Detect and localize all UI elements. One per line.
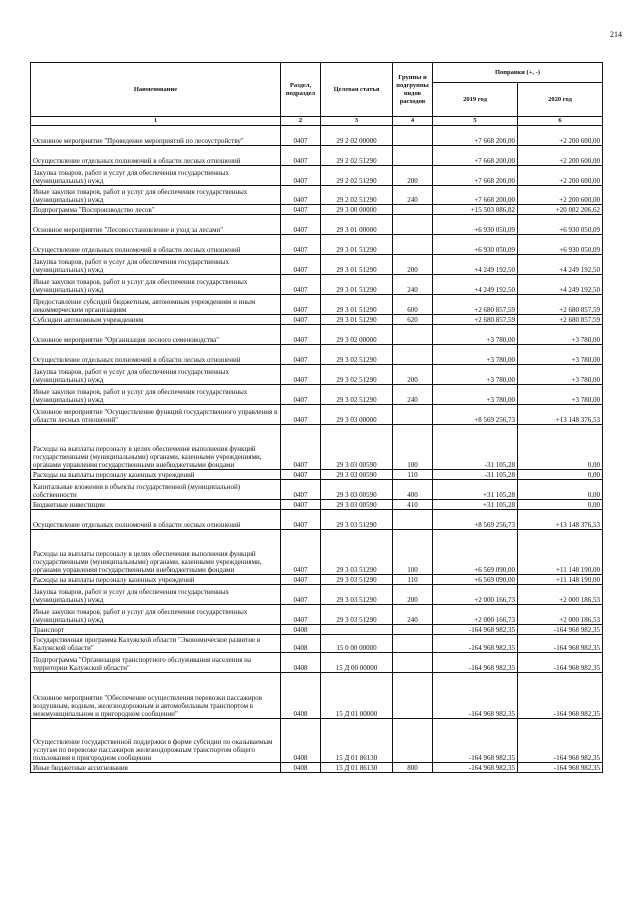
row-razdel-cell: 0407	[281, 425, 321, 470]
row-expense-group-cell: 100	[393, 425, 433, 470]
row-razdel-cell: 0408	[281, 719, 321, 763]
row-amendment-2019-cell: +3 780,00	[433, 345, 518, 365]
table-row	[31, 385, 603, 405]
table-row	[31, 673, 603, 719]
row-amendment-2019-cell: +7 668 200,00	[433, 126, 518, 146]
row-expense-group-cell	[393, 126, 433, 146]
table-row	[31, 405, 603, 425]
row-amendment-2020-cell: +6 930 050,09	[518, 215, 603, 235]
column-number: 5	[433, 117, 518, 126]
table-row	[31, 635, 603, 653]
row-name-cell: Подпрограмма "Воспроизводство лесов"	[31, 205, 281, 215]
row-expense-group-cell	[393, 325, 433, 345]
row-target-article-cell: 29 3 03 00000	[321, 405, 393, 425]
row-name-cell: Иные бюджетные ассигнования	[31, 763, 281, 773]
row-razdel-cell: 0407	[281, 575, 321, 585]
row-expense-group-cell: 110	[393, 470, 433, 480]
column-number: 6	[518, 117, 603, 126]
row-razdel-cell: 0407	[281, 605, 321, 625]
row-amendment-2019-cell: -31 105,28	[433, 425, 518, 470]
table-row	[31, 719, 603, 763]
row-amendment-2019-cell: +3 780,00	[433, 365, 518, 385]
row-name-cell: Расходы на выплаты персоналу в целях обеспечения выполнения функций государственными (муниципальными) органами, казенными учреждениями, органами управления государственными внебюджетными фондами	[31, 425, 281, 470]
row-expense-group-cell: 620	[393, 315, 433, 325]
row-expense-group-cell	[393, 235, 433, 255]
row-amendment-2020-cell: +6 930 050,09	[518, 235, 603, 255]
row-target-article-cell: 29 3 02 00000	[321, 325, 393, 345]
row-name-cell: Транспорт	[31, 625, 281, 635]
row-amendment-2020-cell: +20 082 206,62	[518, 205, 603, 215]
row-name-cell: Закупка товаров, работ и услуг для обеспечения государственных (муниципальных) нужд	[31, 365, 281, 385]
row-amendment-2020-cell: +3 780,00	[518, 325, 603, 345]
row-razdel-cell: 0408	[281, 763, 321, 773]
row-name-cell: Расходы на выплаты персоналу казенных учреждений	[31, 470, 281, 480]
column-number: 1	[31, 117, 281, 126]
table-row	[31, 325, 603, 345]
row-amendment-2019-cell: +2 000 166,73	[433, 585, 518, 605]
table-row	[31, 186, 603, 205]
row-name-cell: Капитальные вложения в объекты государственной (муниципальной) собственности	[31, 480, 281, 500]
row-amendment-2019-cell: -164 968 982,35	[433, 653, 518, 673]
column-number: 2	[281, 117, 321, 126]
row-razdel-cell: 0407	[281, 295, 321, 315]
row-target-article-cell: 29 3 01 00000	[321, 215, 393, 235]
row-expense-group-cell: 600	[393, 295, 433, 315]
table-row	[31, 275, 603, 295]
row-razdel-cell: 0408	[281, 625, 321, 635]
row-razdel-cell: 0407	[281, 275, 321, 295]
table-row	[31, 625, 603, 635]
row-amendment-2020-cell: -164 968 982,35	[518, 763, 603, 773]
row-razdel-cell: 0407	[281, 385, 321, 405]
row-amendment-2020-cell: +3 780,00	[518, 365, 603, 385]
table-row	[31, 295, 603, 315]
row-target-article-cell: 29 3 02 51290	[321, 345, 393, 365]
table-row	[31, 126, 603, 146]
row-razdel-cell: 0407	[281, 345, 321, 365]
row-expense-group-cell	[393, 146, 433, 166]
row-razdel-cell: 0407	[281, 365, 321, 385]
row-name-cell: Иные закупки товаров, работ и услуг для обеспечения государственных (муниципальных) нужд	[31, 605, 281, 625]
row-target-article-cell: 29 3 02 51290	[321, 385, 393, 405]
row-amendment-2020-cell: +2 000 186,53	[518, 585, 603, 605]
row-expense-group-cell	[393, 405, 433, 425]
header-name: Наименование	[31, 63, 281, 117]
row-amendment-2020-cell: +3 780,00	[518, 385, 603, 405]
row-target-article-cell	[321, 625, 393, 635]
row-razdel-cell: 0407	[281, 325, 321, 345]
row-razdel-cell: 0407	[281, 126, 321, 146]
row-amendment-2020-cell: 0,00	[518, 470, 603, 480]
row-name-cell: Осуществление отдельных полномочий в области лесных отношений	[31, 235, 281, 255]
row-target-article-cell: 15 Д 01 00000	[321, 673, 393, 719]
row-expense-group-cell	[393, 719, 433, 763]
row-target-article-cell: 29 2 02 00000	[321, 126, 393, 146]
table-row	[31, 205, 603, 215]
row-target-article-cell: 29 3 03 51290	[321, 605, 393, 625]
row-name-cell: Осуществление государственной поддержки в форме субсидии по оказываемым услугам по перевозке пассажиров железнодорожным транспортом общего пользования в пригородном сообщении	[31, 719, 281, 763]
row-expense-group-cell	[393, 345, 433, 365]
row-name-cell: Иные закупки товаров, работ и услуг для обеспечения государственных (муниципальных) нужд	[31, 275, 281, 295]
row-razdel-cell: 0407	[281, 166, 321, 186]
row-amendment-2019-cell: +8 569 256,73	[433, 405, 518, 425]
row-target-article-cell: 29 3 01 51290	[321, 295, 393, 315]
row-amendment-2020-cell: 0,00	[518, 480, 603, 500]
row-name-cell: Основное мероприятие "Организация лесного семеноводства"	[31, 325, 281, 345]
row-name-cell: Расходы на выплаты персоналу казенных учреждений	[31, 575, 281, 585]
row-name-cell: Бюджетные инвестиции	[31, 500, 281, 510]
row-amendment-2019-cell: +7 668 200,00	[433, 146, 518, 166]
row-expense-group-cell: 100	[393, 530, 433, 575]
row-expense-group-cell	[393, 205, 433, 215]
row-amendment-2020-cell: +3 780,00	[518, 345, 603, 365]
row-amendment-2019-cell: +7 668 200,00	[433, 166, 518, 186]
row-amendment-2019-cell: +3 780,00	[433, 385, 518, 405]
table-row	[31, 166, 603, 186]
row-razdel-cell: 0407	[281, 215, 321, 235]
row-target-article-cell: 29 3 01 51290	[321, 315, 393, 325]
row-amendment-2019-cell: +6 930 050,09	[433, 235, 518, 255]
row-name-cell: Основное мероприятие "Обеспечение осуществления перевозки пассажиров воздушным, водным, железнодорожным и автомобильным транспортом в межмуниципальном и пригородном сообщении"	[31, 673, 281, 719]
row-amendment-2019-cell: -31 105,28	[433, 470, 518, 480]
row-name-cell: Осуществление отдельных полномочий в области лесных отношений	[31, 345, 281, 365]
row-amendment-2020-cell: +4 249 192,50	[518, 255, 603, 275]
row-amendment-2019-cell: -164 968 982,35	[433, 673, 518, 719]
row-amendment-2020-cell: +2 680 857,59	[518, 315, 603, 325]
row-expense-group-cell: 240	[393, 605, 433, 625]
row-target-article-cell: 15 Д 01 86130	[321, 763, 393, 773]
row-amendment-2020-cell: +11 148 190,00	[518, 530, 603, 575]
budget-amendments-table	[30, 62, 603, 773]
row-expense-group-cell	[393, 653, 433, 673]
row-amendment-2019-cell: +15 503 086,82	[433, 205, 518, 215]
row-name-cell: Закупка товаров, работ и услуг для обеспечения государственных (муниципальных) нужд	[31, 166, 281, 186]
row-name-cell: Иные закупки товаров, работ и услуг для обеспечения государственных (муниципальных) нужд	[31, 385, 281, 405]
row-target-article-cell: 29 3 03 51290	[321, 530, 393, 575]
row-expense-group-cell: 200	[393, 585, 433, 605]
row-target-article-cell: 15 Д 01 86130	[321, 719, 393, 763]
row-amendment-2019-cell: +6 569 090,00	[433, 575, 518, 585]
row-target-article-cell: 29 3 03 00590	[321, 480, 393, 500]
row-name-cell: Осуществление отдельных полномочий в области лесных отношений	[31, 146, 281, 166]
row-amendment-2019-cell: +3 780,00	[433, 325, 518, 345]
row-amendment-2019-cell: -164 968 982,35	[433, 719, 518, 763]
row-name-cell: Подпрограмма "Организация транспортного обслуживания населения на территории Калужской области"	[31, 653, 281, 673]
table-row	[31, 605, 603, 625]
row-amendment-2020-cell: +11 148 190,00	[518, 575, 603, 585]
table-row	[31, 653, 603, 673]
row-razdel-cell: 0407	[281, 255, 321, 275]
row-target-article-cell: 29 2 02 51290	[321, 186, 393, 205]
row-razdel-cell: 0407	[281, 500, 321, 510]
row-target-article-cell: 29 3 03 00590	[321, 500, 393, 510]
row-amendment-2019-cell: +2 000 166,73	[433, 605, 518, 625]
row-razdel-cell: 0407	[281, 530, 321, 575]
row-expense-group-cell: 200	[393, 166, 433, 186]
table-row	[31, 510, 603, 530]
row-name-cell: Предоставление субсидий бюджетным, автономным учреждениям и иным некоммерческим организациям	[31, 295, 281, 315]
row-razdel-cell: 0407	[281, 315, 321, 325]
table-row	[31, 255, 603, 275]
row-amendment-2020-cell: -164 968 982,35	[518, 653, 603, 673]
table-row	[31, 365, 603, 385]
row-amendment-2020-cell: +2 200 600,00	[518, 186, 603, 205]
row-name-cell: Основное мероприятие "Проведение мероприятий по лесоустройству"	[31, 126, 281, 146]
row-razdel-cell: 0407	[281, 235, 321, 255]
table-row	[31, 480, 603, 500]
row-expense-group-cell	[393, 625, 433, 635]
row-razdel-cell: 0407	[281, 480, 321, 500]
table-row	[31, 215, 603, 235]
row-expense-group-cell: 240	[393, 385, 433, 405]
table-row	[31, 585, 603, 605]
row-razdel-cell: 0408	[281, 673, 321, 719]
row-expense-group-cell: 240	[393, 186, 433, 205]
table-row	[31, 146, 603, 166]
row-razdel-cell: 0407	[281, 146, 321, 166]
table-row	[31, 345, 603, 365]
row-amendment-2019-cell: +31 105,28	[433, 500, 518, 510]
row-amendment-2020-cell: -164 968 982,35	[518, 635, 603, 653]
header-gruppy: Группы и подгруппы видов расходов	[393, 63, 433, 117]
row-name-cell: Государственная программа Калужской области "Экономическое развитие в Калужской области"	[31, 635, 281, 653]
row-razdel-cell: 0408	[281, 653, 321, 673]
row-amendment-2020-cell: -164 968 982,35	[518, 673, 603, 719]
table-body	[31, 126, 603, 773]
row-razdel-cell: 0407	[281, 205, 321, 215]
row-amendment-2020-cell: -164 968 982,35	[518, 719, 603, 763]
row-amendment-2019-cell: -164 968 982,35	[433, 635, 518, 653]
row-razdel-cell: 0407	[281, 186, 321, 205]
row-razdel-cell: 0408	[281, 635, 321, 653]
row-amendment-2020-cell: +4 249 192,50	[518, 275, 603, 295]
row-target-article-cell: 29 3 01 51290	[321, 235, 393, 255]
row-name-cell: Закупка товаров, работ и услуг для обеспечения государственных (муниципальных) нужд	[31, 585, 281, 605]
column-number: 4	[393, 117, 433, 126]
row-amendment-2019-cell: -164 968 982,35	[433, 763, 518, 773]
row-amendment-2019-cell: +6 569 090,00	[433, 530, 518, 575]
row-amendment-2020-cell: 0,00	[518, 500, 603, 510]
row-amendment-2020-cell: +13 148 376,53	[518, 510, 603, 530]
table-row	[31, 500, 603, 510]
row-amendment-2020-cell: +2 680 857,59	[518, 295, 603, 315]
row-expense-group-cell: 110	[393, 575, 433, 585]
row-amendment-2020-cell: +2 200 600,00	[518, 166, 603, 186]
row-expense-group-cell: 200	[393, 255, 433, 275]
row-target-article-cell: 29 2 02 51290	[321, 166, 393, 186]
row-amendment-2020-cell: +2 200 600,00	[518, 126, 603, 146]
row-razdel-cell: 0407	[281, 405, 321, 425]
row-target-article-cell: 15 0 00 00000	[321, 635, 393, 653]
row-expense-group-cell: 410	[393, 500, 433, 510]
table-row	[31, 425, 603, 470]
row-target-article-cell: 29 3 03 51290	[321, 585, 393, 605]
row-amendment-2020-cell: -164 968 982,35	[518, 625, 603, 635]
header-popravki: Поправки (+, -)	[433, 63, 603, 83]
row-expense-group-cell	[393, 635, 433, 653]
row-razdel-cell: 0407	[281, 470, 321, 480]
table-row	[31, 575, 603, 585]
header-year-2019: 2019 год	[433, 83, 518, 117]
row-amendment-2020-cell: +2 000 186,53	[518, 605, 603, 625]
page-number: 214	[610, 30, 622, 39]
row-expense-group-cell: 400	[393, 480, 433, 500]
row-amendment-2020-cell: +13 148 376,53	[518, 405, 603, 425]
row-name-cell: Расходы на выплаты персоналу в целях обеспечения выполнения функций государственными (муниципальными) органами, казенными учреждениями, органами управления государственными внебюджетными фондами	[31, 530, 281, 575]
row-target-article-cell: 29 3 03 00590	[321, 470, 393, 480]
table-row	[31, 530, 603, 575]
row-expense-group-cell: 200	[393, 365, 433, 385]
row-amendment-2020-cell: +2 200 600,00	[518, 146, 603, 166]
row-expense-group-cell	[393, 673, 433, 719]
row-target-article-cell: 15 Д 00 00000	[321, 653, 393, 673]
row-amendment-2019-cell: +7 668 200,00	[433, 186, 518, 205]
row-expense-group-cell	[393, 215, 433, 235]
row-expense-group-cell: 240	[393, 275, 433, 295]
row-target-article-cell: 29 3 03 51290	[321, 510, 393, 530]
row-target-article-cell: 29 3 01 51290	[321, 275, 393, 295]
row-name-cell: Основное мероприятие "Лесовосстановление и уход за лесами"	[31, 215, 281, 235]
header-year-2020: 2020 год	[518, 83, 603, 117]
row-amendment-2019-cell: +31 105,28	[433, 480, 518, 500]
row-amendment-2020-cell: 0,00	[518, 425, 603, 470]
header-celevaya: Целевая статья	[321, 63, 393, 117]
row-amendment-2019-cell: -164 968 982,35	[433, 625, 518, 635]
row-amendment-2019-cell: +2 680 857,59	[433, 315, 518, 325]
header-razdel: Раздел, подраздел	[281, 63, 321, 117]
row-name-cell: Основное мероприятие "Осуществление функций государственного управления в области лесных отношений"	[31, 405, 281, 425]
row-target-article-cell: 29 3 03 51290	[321, 575, 393, 585]
row-name-cell: Субсидии автономным учреждениям	[31, 315, 281, 325]
row-name-cell: Иные закупки товаров, работ и услуг для обеспечения государственных (муниципальных) нужд	[31, 186, 281, 205]
row-target-article-cell: 29 3 01 51290	[321, 255, 393, 275]
row-target-article-cell: 29 3 02 51290	[321, 365, 393, 385]
row-target-article-cell: 29 3 03 00590	[321, 425, 393, 470]
column-number: 3	[321, 117, 393, 126]
row-amendment-2019-cell: +4 249 192,50	[433, 275, 518, 295]
row-name-cell: Закупка товаров, работ и услуг для обеспечения государственных (муниципальных) нужд	[31, 255, 281, 275]
row-amendment-2019-cell: +2 680 857,59	[433, 295, 518, 315]
row-amendment-2019-cell: +6 930 050,09	[433, 215, 518, 235]
row-expense-group-cell: 800	[393, 763, 433, 773]
row-razdel-cell: 0407	[281, 510, 321, 530]
row-amendment-2019-cell: +4 249 192,50	[433, 255, 518, 275]
row-razdel-cell: 0407	[281, 585, 321, 605]
row-target-article-cell: 29 3 00 00000	[321, 205, 393, 215]
table-row	[31, 763, 603, 773]
row-target-article-cell: 29 2 02 51290	[321, 146, 393, 166]
table-row	[31, 470, 603, 480]
row-name-cell: Осуществление отдельных полномочий в области лесных отношений	[31, 510, 281, 530]
row-amendment-2019-cell: +8 569 256,73	[433, 510, 518, 530]
row-expense-group-cell	[393, 510, 433, 530]
table-row	[31, 235, 603, 255]
table-row	[31, 315, 603, 325]
